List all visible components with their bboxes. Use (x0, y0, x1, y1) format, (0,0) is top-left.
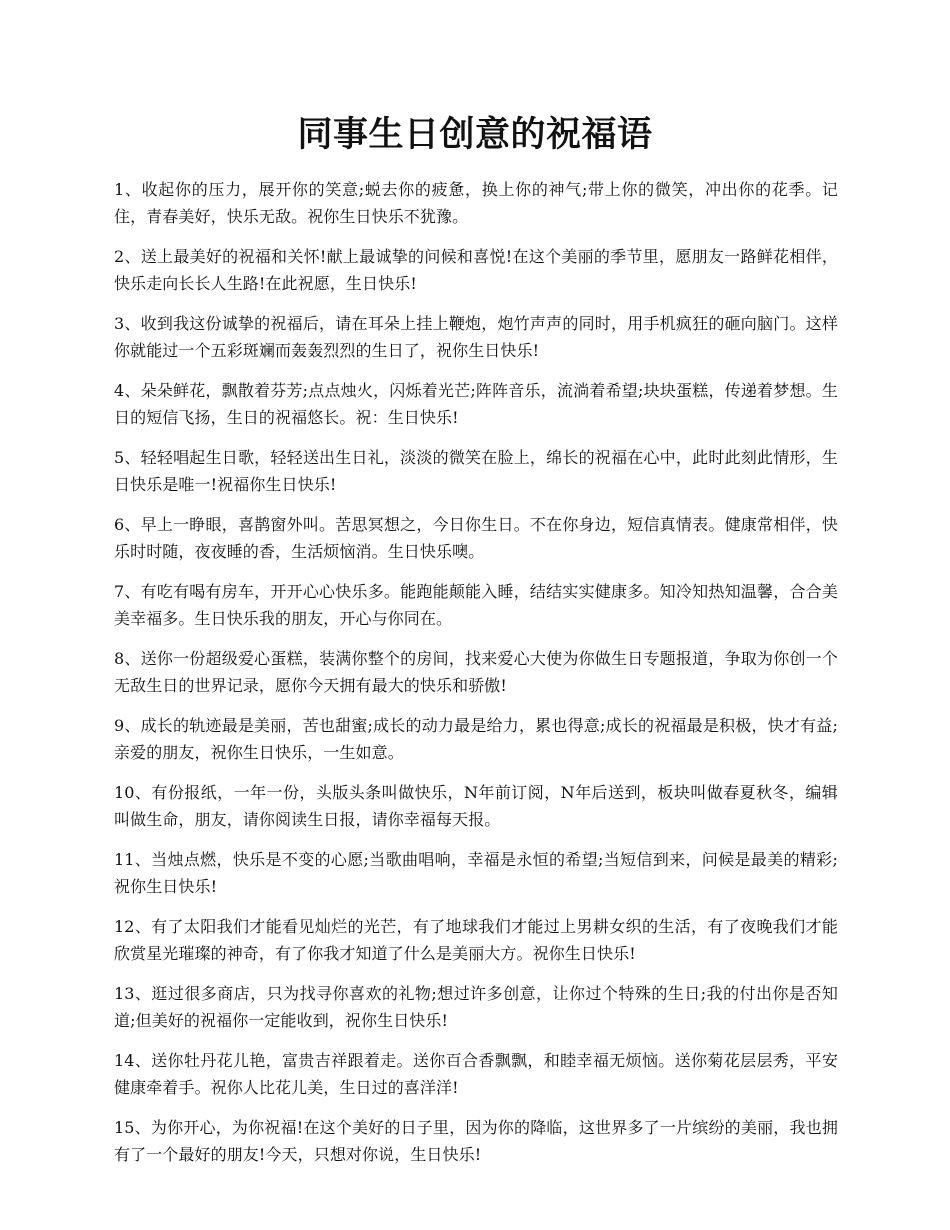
paragraph-5: 5、轻轻唱起生日歌，轻轻送出生日礼，淡淡的微笑在脸上，绵长的祝福在心中，此时此刻此情形，生日快乐是唯一!祝福你生日快乐! (114, 448, 838, 494)
paragraph-4: 4、朵朵鲜花，飘散着芬芳;点点烛火，闪烁着光芒;阵阵音乐，流淌着希望;块块蛋糕，传递着梦想。生日的短信飞扬，生日的祝福悠长。祝：生日快乐! (114, 381, 838, 427)
paragraph-8: 8、送你一份超级爱心蛋糕，装满你整个的房间，找来爱心大使为你做生日专题报道，争取为你创一个无敌生日的世界记录，愿你今天拥有最大的快乐和骄傲! (114, 649, 838, 695)
paragraph-13: 13、逛过很多商店，只为找寻你喜欢的礼物;想过许多创意，让你过个特殊的生日;我的付出你是否知道;但美好的祝福你一定能收到，祝你生日快乐! (114, 984, 838, 1030)
paragraph-14: 14、送你牡丹花儿艳，富贵吉祥跟着走。送你百合香飘飘，和睦幸福无烦恼。送你菊花层层秀，平安健康牵着手。祝你人比花儿美，生日过的喜洋洋! (114, 1051, 838, 1097)
paragraph-10: 10、有份报纸，一年一份，头版头条叫做快乐，N年前订阅，N年后送到，板块叫做春夏秋冬，编辑叫做生命，朋友，请你阅读生日报，请你幸福每天报。 (114, 783, 838, 829)
paragraph-11: 11、当烛点燃，快乐是不变的心愿;当歌曲唱响，幸福是永恒的希望;当短信到来，问候是最美的精彩;祝你生日快乐! (114, 850, 838, 896)
paragraph-1: 1、收起你的压力，展开你的笑意;蜕去你的疲惫，换上你的神气;带上你的微笑，冲出你的花季。记住，青春美好，快乐无敌。祝你生日快乐不犹豫。 (114, 180, 838, 226)
document-body (114, 176, 838, 1181)
paragraph-7: 7、有吃有喝有房车，开开心心快乐多。能跑能颠能入睡，结结实实健康多。知冷知热知温馨，合合美美幸福多。生日快乐我的朋友，开心与你同在。 (114, 582, 838, 628)
paragraph-15: 15、为你开心，为你祝福!在这个美好的日子里，因为你的降临，这世界多了一片缤纷的美丽，我也拥有了一个最好的朋友!今天，只想对你说，生日快乐! (114, 1118, 838, 1164)
paragraph-9: 9、成长的轨迹最是美丽，苦也甜蜜;成长的动力最是给力，累也得意;成长的祝福最是积极，快才有益;亲爱的朋友，祝你生日快乐，一生如意。 (114, 716, 838, 762)
paragraph-6: 6、早上一睁眼，喜鹊窗外叫。苦思冥想之，今日你生日。不在你身边，短信真情表。健康常相伴，快乐时时随，夜夜睡的香，生活烦恼消。生日快乐噢。 (114, 515, 838, 561)
document-title: 同事生日创意的祝福语 (297, 114, 653, 155)
paragraph-3: 3、收到我这份诚挚的祝福后，请在耳朵上挂上鞭炮，炮竹声声的同时，用手机疯狂的砸向脑门。这样你就能过一个五彩斑斓而轰轰烈烈的生日了，祝你生日快乐! (114, 314, 838, 360)
paragraph-2: 2、送上最美好的祝福和关怀!献上最诚挚的问候和喜悦!在这个美丽的季节里，愿朋友一路鲜花相伴，快乐走向长长人生路!在此祝愿，生日快乐! (114, 247, 838, 293)
paragraph-12: 12、有了太阳我们才能看见灿烂的光芒，有了地球我们才能过上男耕女织的生活，有了夜晚我们才能欣赏星光璀璨的神奇，有了你我才知道了什么是美丽大方。祝你生日快乐! (114, 917, 838, 963)
